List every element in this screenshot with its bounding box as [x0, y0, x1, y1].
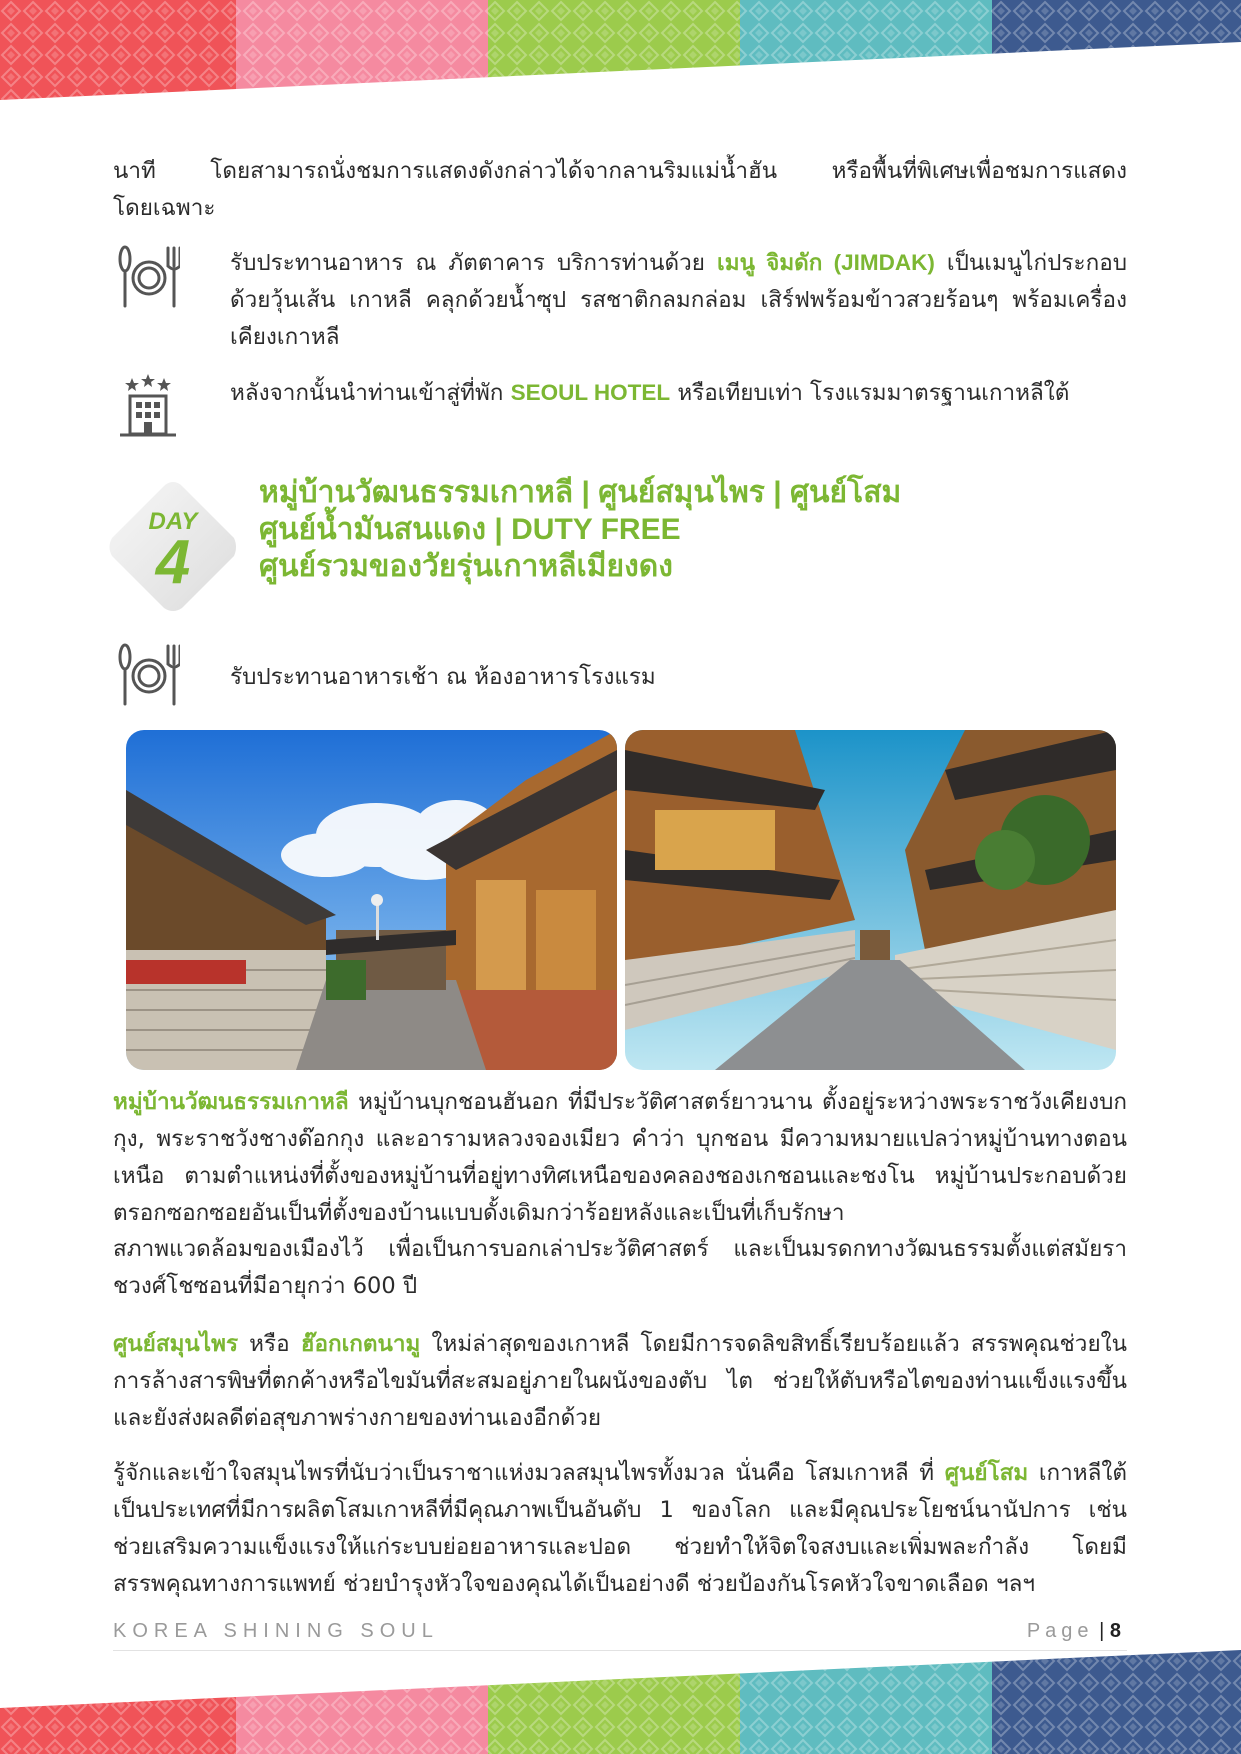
- village-text-2: สภาพแวดล้อมของเมืองไว้ เพื่อเป็นการบอกเล่าประวัติศาสตร์ และเป็นมรดกทางวัฒนธรรมตั้งแต่สมัยราชวงศ์โชซอนที่มีอายุกว่า 600 ปี: [113, 1236, 1127, 1299]
- footer-brand: KOREA SHINING SOUL: [113, 1620, 439, 1642]
- footer-page-number: 8: [1109, 1620, 1121, 1642]
- hotel-building-icon: [118, 374, 178, 438]
- intro-line-2: โดยเฉพาะ: [113, 195, 216, 221]
- day-title-line-2: ศูนย์น้ำมันสนแดง | DUTY FREE: [259, 513, 681, 546]
- day-number: 4: [155, 528, 191, 597]
- day-title: [259, 474, 901, 585]
- intro-line-1: นาที โดยสามารถนั่งชมการแสดงดังกล่าวได้จากลานริมแม่น้ำฮัน หรือพื้นที่พิเศษเพื่อชมการแสดง: [113, 158, 1127, 184]
- ginseng-paragraph: [113, 1454, 1127, 1603]
- herbal-or: หรือ: [249, 1331, 290, 1357]
- ginseng-highlight: ศูนย์โสม: [944, 1460, 1029, 1485]
- day-title-line-3: ศูนย์รวมของวัยรุ่นเกาหลีเมียงดง: [259, 550, 673, 583]
- fork-spoon-plate-icon: [118, 642, 180, 708]
- day-title-line-1: หมู่บ้านวัฒนธรรมเกาหลี | ศูนย์สมุนไพร | ศูนย์โสม: [259, 476, 902, 509]
- herbal-highlight-2: ฮ๊อกเกตนามู: [300, 1331, 421, 1356]
- herbal-highlight-1: ศูนย์สมุนไพร: [113, 1331, 239, 1356]
- village-highlight: หมู่บ้านวัฒนธรรมเกาหลี: [113, 1089, 349, 1114]
- herbal-paragraph: [113, 1325, 1127, 1437]
- village-text-1: หมู่บ้านบุกชอนฮันอก ที่มีประวัติศาสตร์ยาวนาน ตั้งอยู่ระหว่างพระราชวังเคียงบกกุง, พระราชวังชางด๊อกกุง และอารามหลวงจองเมียว คำว่า บุกชอน มีความหมายแปลว่าหมู่บ้านทางตอนเหนือ ตามตำแหน่งที่ตั้งของหมู่บ้านที่อยู่ทางทิศเหนือของคลองชองเกชอนและชงโน หมู่บ้านประกอบด้วยตรอกซอกซอยอันเป็นที่ตั้งของบ้านแบบดั้งเดิมกว่าร้อยหลังและเป็นที่เก็บรักษา: [113, 1089, 1128, 1226]
- lunch-text-after: เป็นเมนูไก่ประกอบด้วยวุ้นเส้น เกาหลี คลุกด้วยน้ำซุป รสชาติกลมกล่อม เสิร์ฟพร้อมข้าวสวยร้อนๆ พร้อมเครื่องเคียงเกาหลี: [230, 250, 1127, 350]
- photo-bukchon-village-left: [126, 730, 617, 1070]
- hotel-text-after: หรือเทียบเท่า โรงแรมมาตรฐานเกาหลีใต้: [677, 380, 1070, 406]
- ginseng-text-after: เกาหลีใต้เป็นประเทศที่มีการผลิตโสมเกาหลีที่มีคุณภาพเป็นอันดับ 1 ของโลก และมีคุณประโยชน์นานัปการ เช่น ช่วยเสริมความแข็งแรงให้แก่ระบบย่อยอาหารและปอด ช่วยทำให้จิตใจสงบและเพิ่มพละกำลัง โดยมีสรรพคุณทางการแพทย์ ช่วยบำรุงหัวใจของคุณได้เป็นอย่างดี ช่วยป้องกันโรคหัวใจขาดเลือด ฯลฯ: [113, 1460, 1128, 1597]
- hotel-name: SEOUL HOTEL: [510, 380, 671, 405]
- lunch-description: [230, 244, 1127, 356]
- lunch-text-before: รับประทานอาหาร ณ ภัตตาคาร บริการท่านด้วย: [230, 250, 705, 276]
- fork-spoon-plate-icon: [118, 244, 180, 310]
- hotel-text-before: หลังจากนั้นนำท่านเข้าสู่ที่พัก: [230, 380, 504, 406]
- breakfast-text: รับประทานอาหารเช้า ณ ห้องอาหารโรงแรม: [230, 664, 656, 690]
- footer-page: Page | 8: [1026, 1620, 1121, 1642]
- day-label: DAY: [148, 508, 198, 535]
- hotel-description: [230, 374, 1127, 412]
- photo-bukchon-village-right: [625, 730, 1116, 1070]
- footer-page-label: Page: [1026, 1620, 1094, 1642]
- herbal-text: ใหม่ล่าสุดของเกาหลี โดยมีการจดลิขสิทธิ์เรียบร้อยแล้ว สรรพคุณช่วยในการล้างสารพิษที่ตกค้างหรือไขมันที่สะสมอยู่ภายในผนังของตับ ไต ช่วยให้ตับหรือไตของท่านแข็งแรงขึ้น และยังส่งผลดีต่อสุขภาพร่างกายของท่านเองอีกด้วย: [113, 1331, 1127, 1431]
- ginseng-text-before: รู้จักและเข้าใจสมุนไพรที่นับว่าเป็นราชาแห่งมวลสมุนไพรทั้งมวล นั่นคือ โสมเกาหลี ที่: [113, 1460, 935, 1486]
- bottom-pattern-band: [0, 1650, 1241, 1754]
- village-paragraph-1: [113, 1083, 1127, 1232]
- lunch-menu-name: เมนู จิมดัก (JIMDAK): [717, 250, 935, 275]
- day-badge: [104, 478, 242, 616]
- top-pattern-band: [0, 0, 1241, 110]
